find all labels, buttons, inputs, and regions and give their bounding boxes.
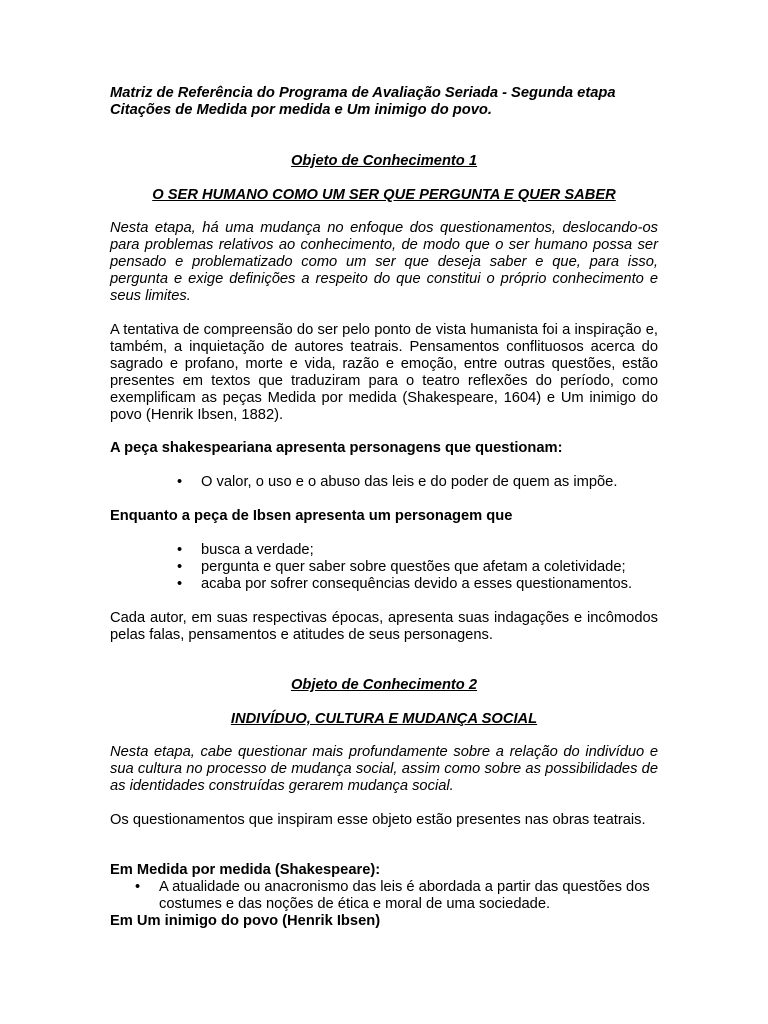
shakespeare-list [201, 474, 671, 491]
list-item: • pergunta e quer saber sobre questões que afetam a coletividade; [201, 559, 671, 576]
section2-paragraph: Os questionamentos que inspiram esse objeto estão presentes nas obras teatrais. [110, 812, 646, 828]
document-header [110, 85, 658, 119]
list-item: • acaba por sofrer consequências devido a esses questionamentos. [201, 576, 671, 593]
medida-list [159, 879, 659, 913]
section1-paragraph: A tentativa de compreensão do ser pelo ponto de vista humanista foi a inspiração e, também, a inquietação de autores teatrais. Pensamentos conflituosos acerca do sagrado e profano, morte e vida, razão e emoção, entre outras questões, estão presentes em textos que traduziram para o teatro reflexões do período, como exemplificam as peças Medida por medida (Shakespeare, 1604) e Um inimigo do povo (Henrik Ibsen, 1882). [110, 322, 658, 423]
section2-intro: Nesta etapa, cabe questionar mais profundamente sobre a relação do indivíduo e sua cultura no processo de mudança social, assim como sobre as possibilidades de as identidades construídas gerarem mudança social. [110, 744, 658, 794]
object-label-1: Objeto de Conhecimento 1 [290, 153, 478, 169]
inimigo-heading: Em Um inimigo do povo (Henrik Ibsen) [110, 913, 381, 929]
section1-closing: Cada autor, em suas respectivas épocas, apresenta suas indagações e incômodos pelas falas, pensamentos e atitudes de seus personagens. [110, 610, 658, 643]
medida-heading: Em Medida por medida (Shakespeare): [110, 862, 381, 878]
ibsen-heading: Enquanto a peça de Ibsen apresenta um personagem que [110, 508, 513, 524]
ibsen-list [201, 542, 671, 593]
section1-intro: Nesta etapa, há uma mudança no enfoque dos questionamentos, deslocando-os para problemas relativos ao conhecimento, de modo que o ser humano possa ser pensado e problematizado como um ser que deseja saber e que, para isso, pergunta e exige definições a respeito do que constitui o próprio conhecimento e seus limites. [110, 220, 658, 304]
list-item: • busca a verdade; [201, 542, 671, 559]
section-title-1: O SER HUMANO COMO UM SER QUE PERGUNTA E QUER SABER [152, 187, 616, 203]
shakespeare-heading: A peça shakespeariana apresenta personagens que questionam: [110, 440, 563, 456]
header-title-line: Matriz de Referência do Programa de Avaliação Seriada - Segunda etapa [110, 85, 616, 101]
header-subtitle-line: Citações de Medida por medida e Um inimigo do povo. [110, 102, 492, 118]
list-item: • A atualidade ou anacronismo das leis é abordada a partir das questões dos costumes e das noções de ética e moral de uma sociedade. [159, 879, 659, 913]
object-label-2: Objeto de Conhecimento 2 [290, 677, 478, 693]
list-item: • O valor, o uso e o abuso das leis e do poder de quem as impõe. [201, 474, 671, 491]
section-title-2: INDIVÍDUO, CULTURA E MUDANÇA SOCIAL [230, 711, 538, 727]
